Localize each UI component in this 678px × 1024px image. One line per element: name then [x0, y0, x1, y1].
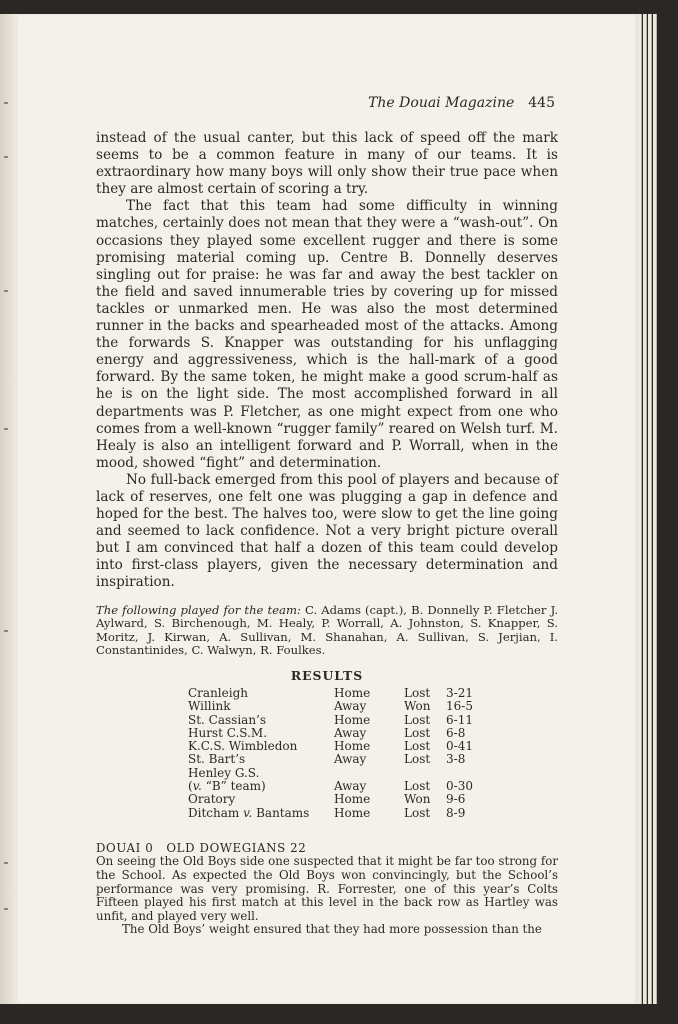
versus-abbrev: v.	[243, 805, 253, 820]
team-list-lead: The following played for the team:	[96, 602, 301, 617]
result-venue: Away	[334, 778, 367, 793]
results-table	[188, 687, 486, 820]
result-venue: Away	[334, 725, 367, 740]
result-venue: Home	[334, 805, 371, 820]
result-team-subline: (v. “B” team)	[188, 778, 266, 793]
magazine-title: The Douai Magazine	[368, 95, 515, 111]
result-score: 9-6	[446, 792, 466, 807]
result-venue: Home	[334, 685, 371, 700]
result-venue: Away	[334, 699, 367, 714]
page-edge	[638, 14, 642, 1004]
result-outcome: Won	[404, 699, 431, 714]
versus-abbrev: v.	[192, 778, 202, 793]
result-outcome: Lost	[404, 725, 431, 740]
result-team: K.C.S. Wimbledon	[188, 739, 298, 754]
gutter-mark	[4, 290, 8, 292]
result-team: Willink	[188, 699, 231, 714]
result-outcome: Lost	[404, 712, 431, 727]
result-venue: Home	[334, 712, 371, 727]
result-team: Oratory	[188, 792, 236, 807]
results-heading: RESULTS	[290, 667, 364, 683]
book-gutter	[0, 14, 18, 1004]
result-outcome: Lost	[404, 778, 431, 793]
team-b: Bantams	[256, 805, 310, 820]
gutter-mark	[4, 862, 8, 864]
match-paragraph-1: On seeing the Old Boys side one suspected that it might be far too strong for the School. As expected the Old Boys won convincingly, but the School’s performance was very promising. R. Forrester, one of this year’s Colts Fifteen played his first match at this level in the back row as Hartley was unfit, and played very well.	[96, 854, 558, 923]
result-score: 3-8	[446, 752, 466, 767]
team-list	[96, 604, 558, 658]
table-row	[188, 807, 486, 820]
result-score: 0-30	[446, 778, 473, 793]
result-team: Henley G.S.	[188, 765, 260, 780]
result-venue: Home	[334, 739, 371, 754]
result-team: Cranleigh	[188, 685, 248, 700]
paragraph-2: The fact that this team had some difficulty in winning matches, certainly does not mean that they were a “wash-out”. On occasions they played some excellent rugger and there is some promising material coming up. Centre B. Donnelly deserves singling out for praise: he was far and away the best tackler on the field and saved innumerable tries by covering up for missed tackles or unmarked men. He was also the most determined runner in the backs and spearheaded most of the attacks. Among the forwards S. Knapper was outstanding for his unflagging energy and aggressiveness, which is the hall-mark of a good forward. By the same token, he might make a good scrum-half as he is on the light side. The most accomplished forward in all departments was P. Fletcher, as one might expect from one who comes from a well-known “rugger family” reared on Welsh turf. M. Healy is also an intelligent forward and P. Worrall, when in the mood, showed “fight” and determination.	[96, 198, 558, 471]
result-outcome: Lost	[404, 805, 431, 820]
result-team: Hurst C.S.M.	[188, 725, 268, 740]
gutter-mark	[4, 630, 8, 632]
table-row	[188, 700, 486, 713]
page-edge	[653, 14, 657, 1004]
paragraph-1: instead of the usual canter, but this lack of speed off the mark seems to be a common feature in many of our teams. It is extraordinary how many boys will only show their true pace when they are almost certain of scoring a try.	[96, 130, 558, 198]
table-row	[188, 727, 486, 740]
page-edge	[643, 14, 647, 1004]
result-score: 6-8	[446, 725, 466, 740]
result-score: 8-9	[446, 805, 466, 820]
result-venue: Home	[334, 792, 371, 807]
result-score: 3-21	[446, 685, 473, 700]
result-team: St. Bart’s	[188, 752, 246, 767]
table-row	[188, 780, 486, 793]
table-row	[188, 687, 486, 700]
result-outcome: Lost	[404, 752, 431, 767]
result-team: St. Cassian’s	[188, 712, 267, 727]
gutter-mark	[4, 428, 8, 430]
gutter-mark	[4, 156, 8, 158]
result-outcome: Lost	[404, 685, 431, 700]
page-edge	[648, 14, 652, 1004]
result-score: 0-41	[446, 739, 473, 754]
match-paragraph-2: The Old Boys’ weight ensured that they had more possession than the	[122, 922, 542, 937]
article-body	[96, 130, 558, 937]
result-outcome: Lost	[404, 739, 431, 754]
gutter-mark	[4, 908, 8, 910]
table-row	[188, 753, 486, 766]
table-row	[188, 714, 486, 727]
team-qualifier: “B” team)	[205, 778, 266, 793]
table-row	[188, 740, 486, 753]
result-venue: Away	[334, 752, 367, 767]
paragraph-3: No full-back emerged from this pool of players and because of lack of reserves, one felt one was plugging a gap in defence and hoped for the best. The halves too, were slow to get the line going and seemed to lack confidence. Not a very bright picture overall but I am convinced that half a dozen of this team could develop into first-class players, given the necessary determination and inspiration.	[96, 471, 558, 591]
running-header	[0, 95, 555, 111]
result-outcome: Won	[404, 792, 431, 807]
page-number: 445	[528, 95, 555, 111]
result-score: 6-11	[446, 712, 473, 727]
table-row	[188, 767, 486, 780]
team-list-names: C. Adams (capt.), B. Donnelly P. Fletcher J. Aylward, S. Birchenough, M. Healy, P. Worrall, A. Johnston, S. Knapper, S. Moritz, J. Kirwan, A. Sullivan, M. Shanahan, A. Sullivan, S. Jerjian, I. Constantinides, C. Walwyn, R. Foulkes.	[96, 602, 558, 658]
result-team	[188, 807, 334, 820]
team-a: Ditcham	[188, 805, 240, 820]
table-row	[188, 793, 486, 806]
match-heading: DOUAI 0 OLD DOWEGIANS 22	[96, 840, 307, 855]
result-score: 16-5	[446, 699, 473, 714]
